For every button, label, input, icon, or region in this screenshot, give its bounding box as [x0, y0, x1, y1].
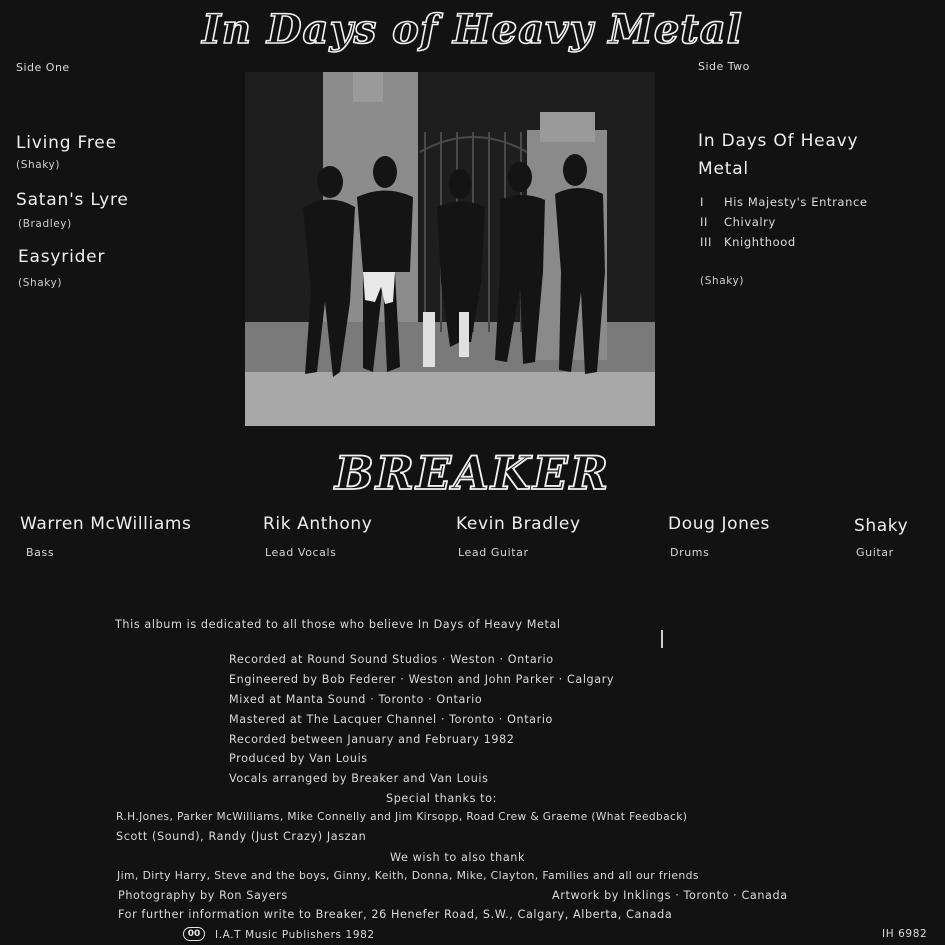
part-name: Chivalry [724, 215, 776, 229]
special-thanks-line-1: R.H.Jones, Parker McWilliams, Mike Connelly and Jim Kirsopp, Road Crew & Graeme (What Feedback) [116, 811, 688, 823]
special-thanks-heading: Special thanks to: [386, 792, 497, 805]
part-name: His Majesty's Entrance [724, 195, 868, 209]
side-two-credit: (Shaky) [700, 275, 745, 287]
side-one-song-2-title: Satan's Lyre [16, 190, 129, 210]
special-thanks-line-2: Scott (Sound), Randy (Just Crazy) Jaszan [116, 830, 367, 843]
member-2-name: Rik Anthony [263, 514, 373, 534]
member-1-name: Warren McWilliams [20, 514, 192, 534]
publisher-logo: 00 [183, 927, 205, 941]
production-line-2: Engineered by Bob Federer · Weston and John Parker · Calgary [229, 673, 615, 686]
also-thank-heading: We wish to also thank [390, 851, 526, 864]
artwork-credit: Artwork by Inklings · Toronto · Canada [552, 889, 788, 902]
side-one-song-3-credit: (Shaky) [18, 277, 63, 289]
production-line-4: Mastered at The Lacquer Channel · Toronto · Ontario [229, 713, 553, 726]
part-number: I [700, 195, 704, 209]
decorative-mark [661, 630, 663, 648]
production-line-7: Vocals arranged by Breaker and Van Louis [229, 772, 489, 785]
side-one-song-1-credit: (Shaky) [16, 159, 61, 171]
also-thank-line: Jim, Dirty Harry, Steve and the boys, Ginny, Keith, Donna, Mike, Clayton, Families and all our friends [117, 869, 699, 882]
member-5-name: Shaky [854, 516, 909, 536]
side-two-label: Side Two [698, 60, 750, 73]
side-two-part-3 [700, 235, 796, 249]
side-one-song-3-title: Easyrider [18, 247, 106, 267]
side-two-song-title-line1: In Days Of Heavy [698, 131, 859, 151]
side-two-part-2 [700, 215, 776, 229]
production-line-3: Mixed at Manta Sound · Toronto · Ontario [229, 693, 483, 706]
production-line-6: Produced by Van Louis [229, 752, 368, 765]
member-2-role: Lead Vocals [265, 546, 337, 559]
dedication: This album is dedicated to all those who believe In Days of Heavy Metal [115, 618, 561, 631]
side-two-part-1 [700, 195, 868, 209]
member-3-name: Kevin Bradley [456, 514, 581, 534]
member-1-role: Bass [26, 546, 55, 559]
part-name: Knighthood [724, 235, 796, 249]
member-5-role: Guitar [856, 546, 894, 559]
member-4-role: Drums [670, 546, 710, 559]
production-line-5: Recorded between January and February 1982 [229, 733, 515, 746]
band-logo: BREAKER [334, 446, 611, 500]
member-3-role: Lead Guitar [458, 546, 529, 559]
contact-info: For further information write to Breaker, 26 Henefer Road, S.W., Calgary, Alberta, Canada [118, 908, 673, 921]
part-number: II [700, 215, 708, 229]
part-number: III [700, 235, 712, 249]
side-one-label: Side One [16, 61, 70, 74]
band-photo [245, 72, 655, 426]
publisher-credit: I.A.T Music Publishers 1982 [215, 929, 375, 941]
member-4-name: Doug Jones [668, 514, 770, 534]
catalog-number: IH 6982 [882, 928, 928, 940]
band-photo-illustration [245, 72, 655, 426]
album-title: In Days of Heavy Metal [202, 6, 743, 53]
photography-credit: Photography by Ron Sayers [118, 889, 288, 902]
side-one-song-2-credit: (Bradley) [18, 218, 72, 230]
side-one-song-1-title: Living Free [16, 133, 117, 153]
side-two-song-title-line2: Metal [698, 159, 749, 179]
production-line-1: Recorded at Round Sound Studios · Weston · Ontario [229, 653, 554, 666]
